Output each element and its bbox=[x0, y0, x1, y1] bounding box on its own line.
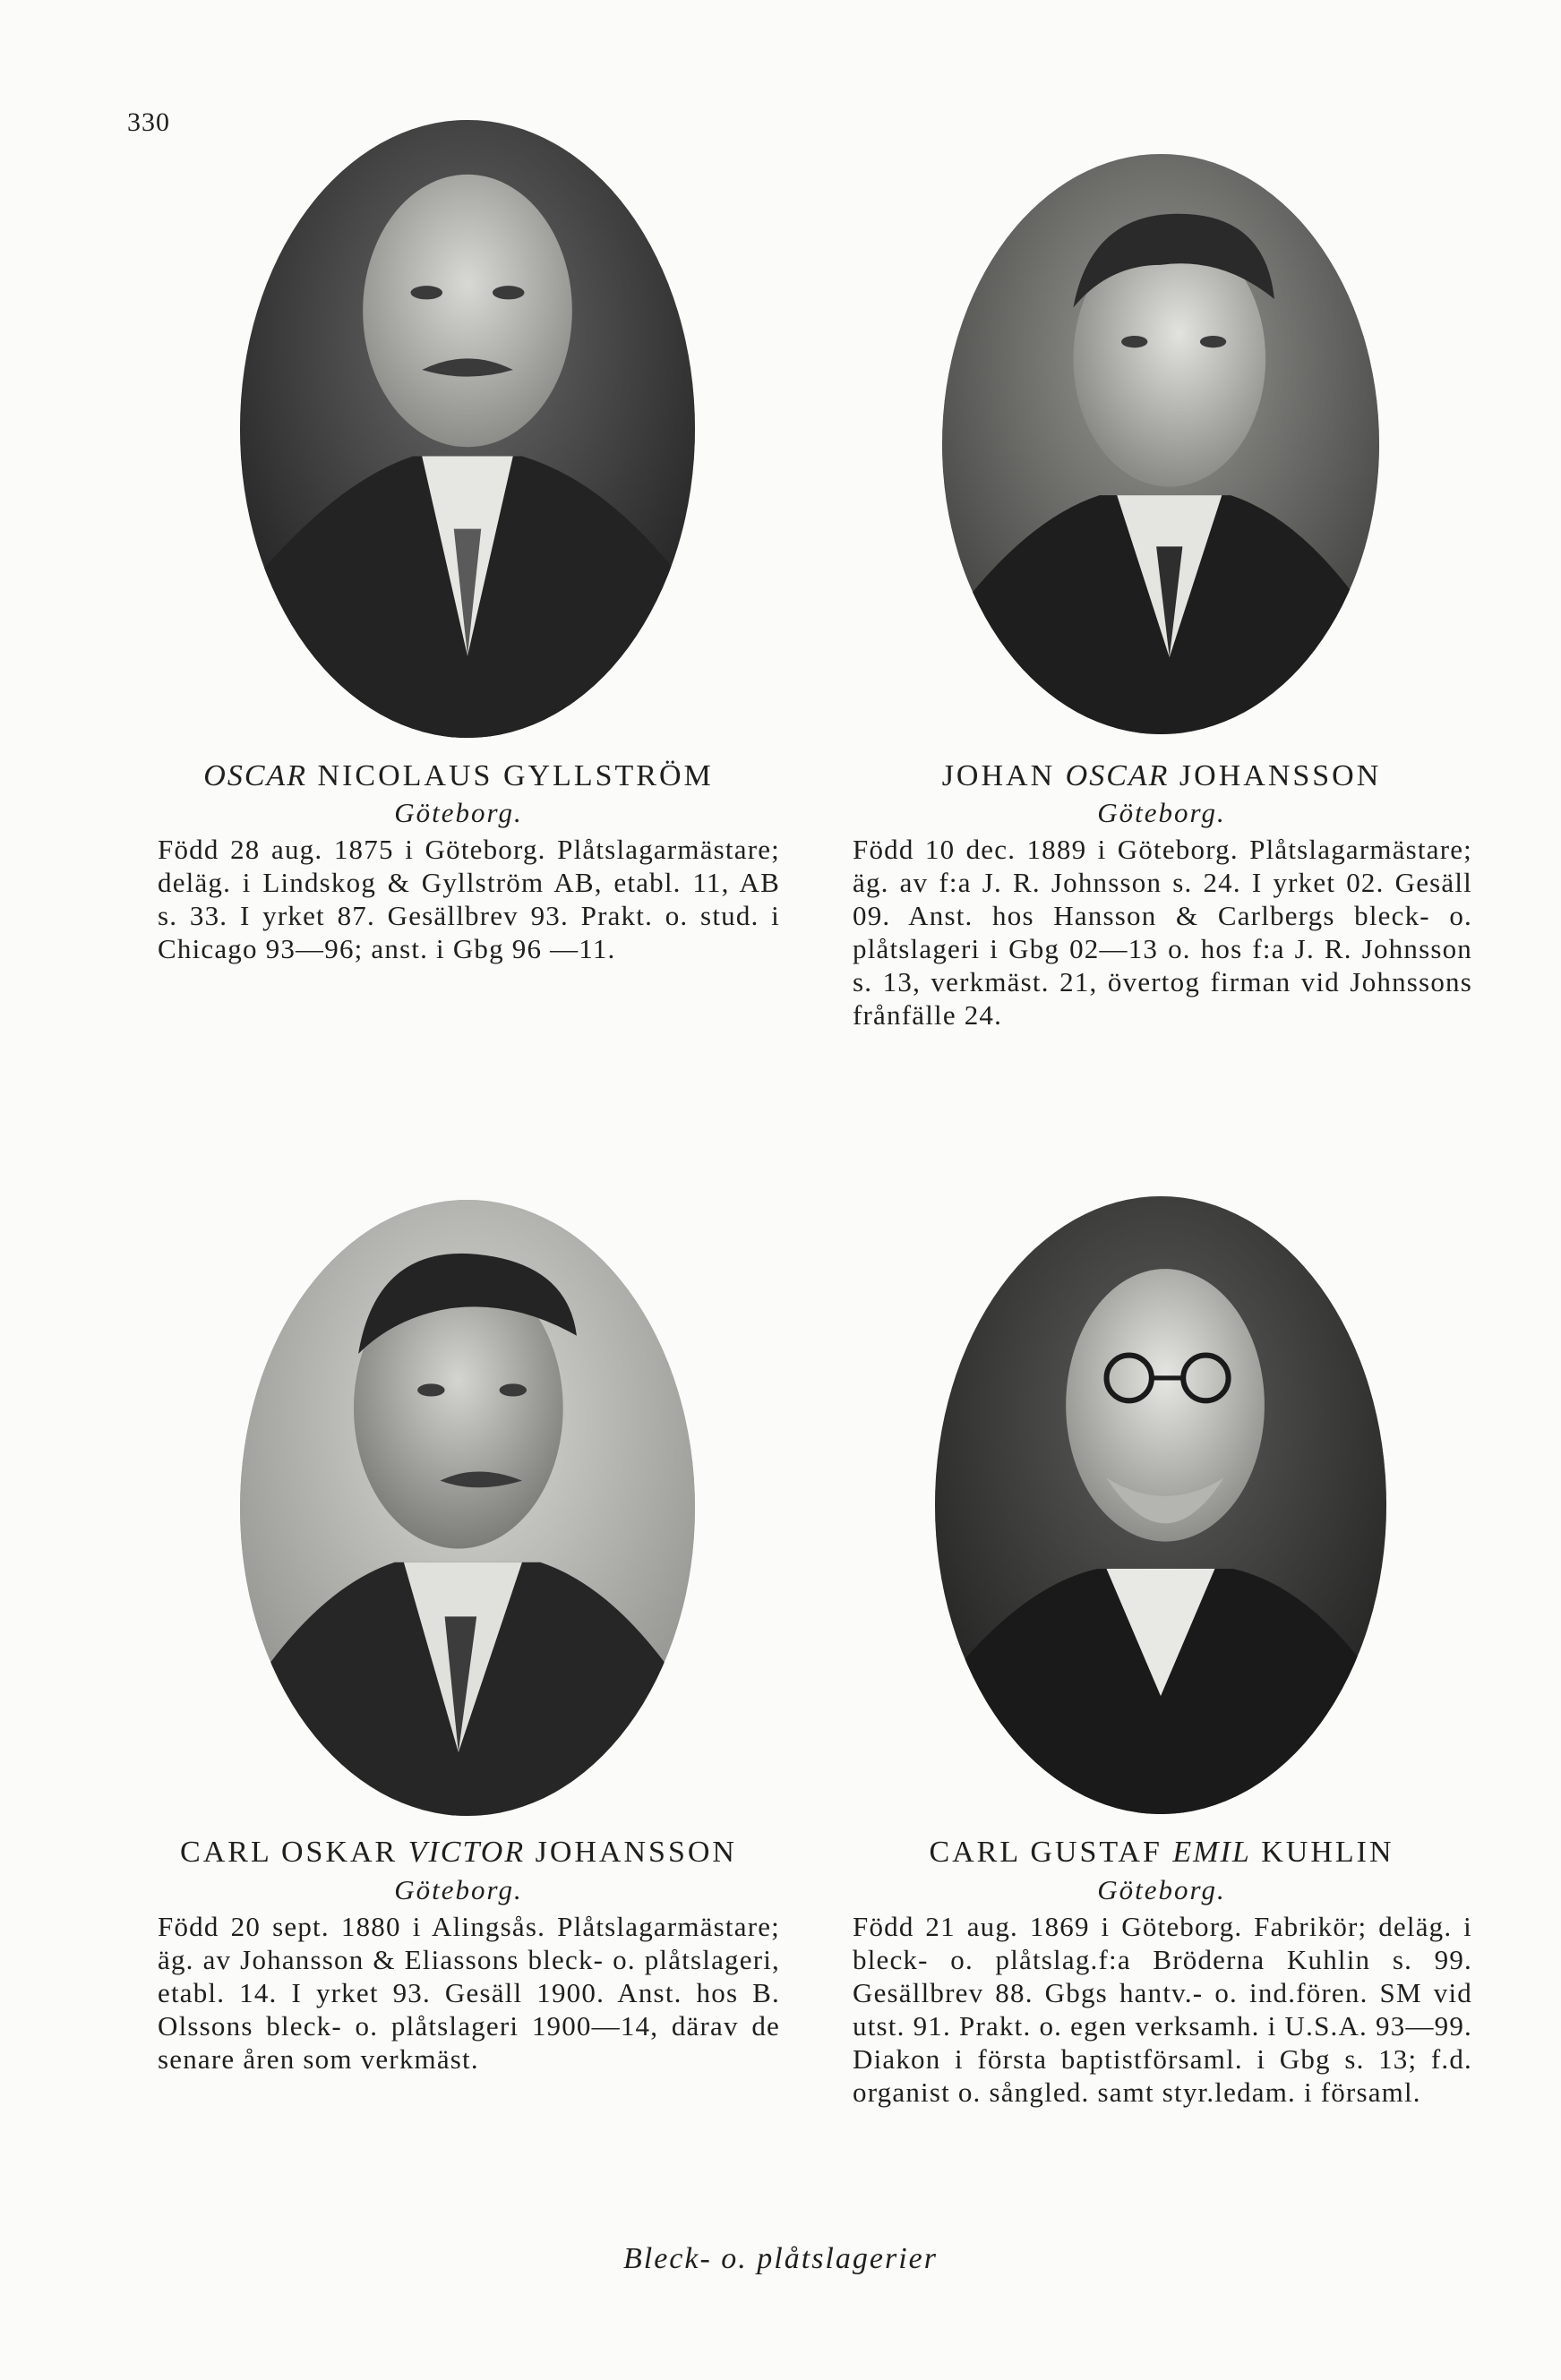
entry-4-name bbox=[848, 1836, 1475, 1870]
entry-2-bio: Född 10 dec. 1889 i Göteborg. Plåtslagarmästare; äg. av f:a J. R. Johnsson s. 24. I yrket 02. Gesäll 09. Anst. hos Hansson & Carlbergs bleck- o. plåtslageri i Gbg 02—13 o. hos f:a J. R. Johnsson s. 13, verkmäst. 21, övertog firman vid Johnssons frånfälle 24. bbox=[853, 834, 1472, 1031]
entry-4-name-italic: EMIL bbox=[1172, 1836, 1251, 1869]
portrait-carl-kuhlin bbox=[935, 1196, 1386, 1814]
entry-1-city: Göteborg. bbox=[394, 797, 523, 828]
portrait-oscar-gyllstrom bbox=[240, 120, 695, 738]
entry-4-name-rest: KUHLIN bbox=[1261, 1836, 1394, 1869]
page-number: 330 bbox=[127, 107, 170, 137]
entry-2-name-first: JOHAN bbox=[941, 759, 1056, 792]
portrait-photo-icon bbox=[240, 1200, 695, 1816]
portrait-photo-icon bbox=[935, 1196, 1386, 1814]
entry-3-name-first: CARL OSKAR bbox=[180, 1836, 399, 1869]
portrait-carl-johansson bbox=[240, 1200, 695, 1816]
portrait-johan-johansson bbox=[942, 154, 1379, 734]
entry-3-name-rest: JOHANSSON bbox=[535, 1836, 737, 1869]
entry-4-city: Göteborg. bbox=[1097, 1874, 1226, 1905]
entry-3-city: Göteborg. bbox=[394, 1874, 523, 1905]
entry-3-bio: Född 20 sept. 1880 i Alingsås. Plåtslagarmästare; äg. av Johansson & Eliassons bleck- o. plåtslageri, etabl. 14. I yrket 93. Gesäll 1900. Anst. hos B. Olssons bleck- o. plåtslageri 1900—14, därav de senare åren som verkmäst. bbox=[158, 1911, 780, 2075]
entry-4-name-first: CARL GUSTAF bbox=[929, 1836, 1162, 1869]
entry-4-bio: Född 21 aug. 1869 i Göteborg. Fabrikör; deläg. i bleck- o. plåtslag.f:a Bröderna Kuhlin s. 99. Gesällbrev 88. Gbgs hantv.- o. ind.fören. SM vid utst. 91. Prakt. o. egen verksamh. i U.S.A. 93—99. Diakon i första baptistförsaml. i Gbg s. 13; f.d. organist o. sångled. samt styr.ledam. i församl. bbox=[853, 1911, 1472, 2108]
page-footer: Bleck- o. plåtslagerier bbox=[623, 2242, 938, 2275]
entry-2-name-rest: JOHANSSON bbox=[1179, 759, 1382, 792]
entry-3-name-italic: VICTOR bbox=[407, 1836, 526, 1869]
portrait-photo-icon bbox=[240, 120, 695, 738]
portrait-photo-icon bbox=[942, 154, 1379, 734]
entry-2-name bbox=[848, 759, 1475, 793]
entry-1-name-first: OSCAR bbox=[203, 759, 308, 792]
entry-3-name bbox=[145, 1836, 772, 1870]
entry-1-bio: Född 28 aug. 1875 i Göteborg. Plåtslagarmästare; deläg. i Lindskog & Gyllström AB, etabl. 11, AB s. 33. I yrket 87. Gesällbrev 93. Prakt. o. stud. i Chicago 93—96; anst. i Gbg 96 —11. bbox=[158, 834, 780, 964]
entry-1-name-rest: NICOLAUS GYLLSTRÖM bbox=[317, 759, 714, 792]
entry-2-name-italic: OSCAR bbox=[1065, 759, 1170, 792]
entry-1-name bbox=[145, 759, 772, 793]
entry-2-city: Göteborg. bbox=[1097, 797, 1226, 828]
